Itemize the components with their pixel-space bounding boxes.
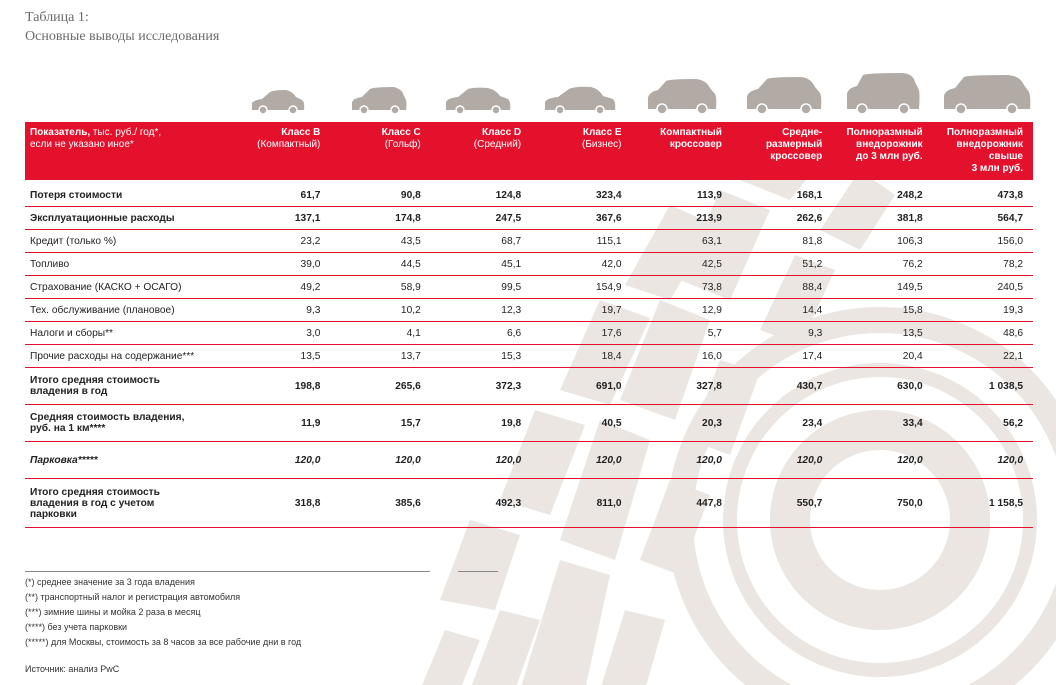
cell-value: 248,2 <box>897 189 923 201</box>
cell-value: 73,8 <box>632 276 732 299</box>
cell-value: 18,4 <box>531 345 631 368</box>
cell-value: 6,6 <box>431 322 531 345</box>
cell-value: 20,3 <box>632 405 732 442</box>
cell-value: 10,2 <box>330 299 430 322</box>
source-note: Источник: анализ PwC <box>25 664 120 674</box>
row-label: Страхование (КАСКО + ОСАГО) <box>25 276 230 299</box>
cell-value: 124,8 <box>495 189 522 201</box>
cell-value: 240,5 <box>933 276 1033 299</box>
cell-value: 691,0 <box>531 368 631 405</box>
cell-value: 372,3 <box>431 368 531 405</box>
header-class-e: Класс E (Бизнес) <box>531 122 631 180</box>
caption-table-title: Основные выводы исследования <box>25 29 220 44</box>
cell-value: 3,0 <box>230 322 330 345</box>
cell-value: 327,8 <box>632 368 732 405</box>
cell-value: 115,1 <box>531 230 631 253</box>
cell-value: 13,7 <box>330 345 430 368</box>
cell-value: 42,0 <box>531 253 631 276</box>
cell-value: 11,9 <box>230 405 330 442</box>
cell-value: 811,0 <box>531 479 631 528</box>
cell-value: 58,9 <box>330 276 430 299</box>
cell-value: 154,9 <box>531 276 631 299</box>
cell-value: 137,1 <box>230 207 330 230</box>
table-row <box>25 180 1033 207</box>
cell-value: 33,4 <box>832 405 932 442</box>
cell-value: 48,6 <box>933 322 1033 345</box>
header-indicator-bold: Показатель, <box>30 127 91 138</box>
cell-value: 367,6 <box>531 207 631 230</box>
table-row <box>25 253 1033 276</box>
cell-value: 13,5 <box>230 345 330 368</box>
row-label: Средняя стоимость владения, руб. на 1 км**** <box>25 405 230 442</box>
cell-value: 51,2 <box>732 253 832 276</box>
cell-value: 81,8 <box>732 230 832 253</box>
header-class-d: Класс D (Средний) <box>431 122 531 180</box>
table-row <box>25 405 1033 442</box>
cell-value: 15,8 <box>832 299 932 322</box>
cell-value: 14,4 <box>732 299 832 322</box>
cell-value: 213,9 <box>632 207 732 230</box>
cell-value: 120,0 <box>732 442 832 479</box>
cell-value: 88,4 <box>732 276 832 299</box>
row-label: Налоги и сборы** <box>25 322 230 345</box>
car-suv-icon <box>745 76 823 114</box>
cell-value: 564,7 <box>933 207 1033 230</box>
cell-value: 23,2 <box>230 230 330 253</box>
cell-value: 19,3 <box>933 299 1033 322</box>
cell-value: 1 038,5 <box>933 368 1033 405</box>
footnote: (****) без учета парковки <box>25 622 128 632</box>
car-sedan-icon <box>444 86 512 114</box>
header-indicator-note: если не указано иное* <box>30 139 134 150</box>
table-row <box>25 207 1033 230</box>
cell-value: 120,0 <box>431 442 531 479</box>
car-hatch-icon <box>350 86 408 114</box>
footnote: (*****) для Москвы, стоимость за 8 часов за все рабочие дни в год <box>25 637 302 647</box>
car-suv-icon <box>942 74 1032 114</box>
footnote: (**) транспортный налог и регистрация автомобиля <box>25 592 241 602</box>
cell-value: 19,7 <box>531 299 631 322</box>
cell-value: 43,5 <box>330 230 430 253</box>
row-label: Прочие расходы на содержание*** <box>25 345 230 368</box>
cell-value: 4,1 <box>330 322 430 345</box>
car-sedan-icon <box>250 88 306 114</box>
cell-value: 120,0 <box>330 442 430 479</box>
cell-value: 49,2 <box>230 276 330 299</box>
cell-value: 106,3 <box>832 230 932 253</box>
cell-value: 99,5 <box>431 276 531 299</box>
cell-value: 15,3 <box>431 345 531 368</box>
header-compact-crossover: Компактный кроссовер <box>632 122 732 180</box>
cell-value: 90,8 <box>400 189 421 201</box>
cell-value: 120,0 <box>832 442 932 479</box>
cell-value: 247,5 <box>431 207 531 230</box>
cell-value: 473,8 <box>997 189 1023 201</box>
cell-value: 20,4 <box>832 345 932 368</box>
cell-value: 9,3 <box>732 322 832 345</box>
footnote-divider <box>25 571 430 572</box>
cell-value: 120,0 <box>933 442 1033 479</box>
cell-value: 447,8 <box>632 479 732 528</box>
cell-value: 17,4 <box>732 345 832 368</box>
row-label: Тех. обслуживание (плановое) <box>25 299 230 322</box>
ownership-cost-table <box>25 122 1033 528</box>
cell-value: 430,7 <box>732 368 832 405</box>
cell-value: 78,2 <box>933 253 1033 276</box>
cell-value: 550,7 <box>732 479 832 528</box>
header-class-b: Класс B (Компактный) <box>230 122 330 180</box>
row-label: Потеря стоимости <box>30 189 123 201</box>
header-indicator-units: тыс. руб./ год*, <box>90 127 162 138</box>
cell-value: 113,9 <box>696 189 722 201</box>
row-label: Топливо <box>25 253 230 276</box>
row-label: Итого средняя стоимость владения в год с учетом парковки <box>25 479 230 528</box>
row-label: Эксплуатационные расходы <box>25 207 230 230</box>
car-suv-icon <box>646 78 718 114</box>
cell-value: 63,1 <box>632 230 732 253</box>
header-class-c: Класс C (Гольф) <box>330 122 430 180</box>
cell-value: 174,8 <box>330 207 430 230</box>
footnote: (*) среднее значение за 3 года владения <box>25 577 195 587</box>
car-suv-icon <box>845 72 921 114</box>
header-suv-over-3m: Полноразмный внедорожник свыше 3 млн руб. <box>933 122 1033 180</box>
row-label: Парковка***** <box>25 442 230 479</box>
footnote-divider-short <box>458 571 498 572</box>
cell-value: 76,2 <box>832 253 932 276</box>
cell-value: 168,1 <box>796 189 823 201</box>
car-sedan-icon <box>543 85 617 114</box>
cell-value: 44,5 <box>330 253 430 276</box>
cell-value: 198,8 <box>230 368 330 405</box>
header-midsize-crossover: Средне- размерный кроссовер <box>732 122 832 180</box>
cell-value: 381,8 <box>832 207 932 230</box>
table-row <box>25 230 1033 253</box>
caption-table-number: Таблица 1: <box>25 10 89 25</box>
cell-value: 23,4 <box>732 405 832 442</box>
cell-value: 149,5 <box>832 276 932 299</box>
cell-value: 385,6 <box>330 479 430 528</box>
table-caption <box>25 8 219 46</box>
table-row <box>25 345 1033 368</box>
cell-value: 16,0 <box>632 345 732 368</box>
cell-value: 492,3 <box>431 479 531 528</box>
row-label: Итого средняя стоимость владения в год <box>25 368 230 405</box>
cell-value: 120,0 <box>230 442 330 479</box>
cell-value: 17,6 <box>531 322 631 345</box>
cell-value: 56,2 <box>933 405 1033 442</box>
table-row <box>25 442 1033 479</box>
footnotes <box>25 575 301 650</box>
header-suv-under-3m: Полноразмный внедорожник до 3 млн руб. <box>832 122 932 180</box>
cell-value: 120,0 <box>632 442 732 479</box>
cell-value: 40,5 <box>531 405 631 442</box>
cell-value: 5,7 <box>632 322 732 345</box>
cell-value: 12,9 <box>632 299 732 322</box>
table-row <box>25 322 1033 345</box>
cell-value: 265,6 <box>330 368 430 405</box>
cell-value: 120,0 <box>531 442 631 479</box>
table-row <box>25 368 1033 405</box>
row-label: Кредит (только %) <box>25 230 230 253</box>
table-row <box>25 299 1033 322</box>
cell-value: 61,7 <box>300 189 321 201</box>
cell-value: 12,3 <box>431 299 531 322</box>
cell-value: 318,8 <box>230 479 330 528</box>
cell-value: 750,0 <box>832 479 932 528</box>
cell-value: 68,7 <box>431 230 531 253</box>
cell-value: 13,5 <box>832 322 932 345</box>
car-silhouettes-row <box>0 70 1056 116</box>
footnote: (***) зимние шины и мойка 2 раза в месяц <box>25 607 201 617</box>
cell-value: 9,3 <box>230 299 330 322</box>
cell-value: 45,1 <box>431 253 531 276</box>
table-header-row <box>25 122 1033 180</box>
cell-value: 262,6 <box>732 207 832 230</box>
header-indicator <box>25 122 230 180</box>
cell-value: 19,8 <box>431 405 531 442</box>
cell-value: 15,7 <box>330 405 430 442</box>
table-row <box>25 479 1033 528</box>
cell-value: 1 158,5 <box>933 479 1033 528</box>
table-row <box>25 276 1033 299</box>
cell-value: 323,4 <box>596 189 622 201</box>
cell-value: 156,0 <box>933 230 1033 253</box>
cell-value: 42,5 <box>632 253 732 276</box>
cell-value: 630,0 <box>832 368 932 405</box>
cell-value: 39,0 <box>230 253 330 276</box>
cell-value: 22,1 <box>933 345 1033 368</box>
